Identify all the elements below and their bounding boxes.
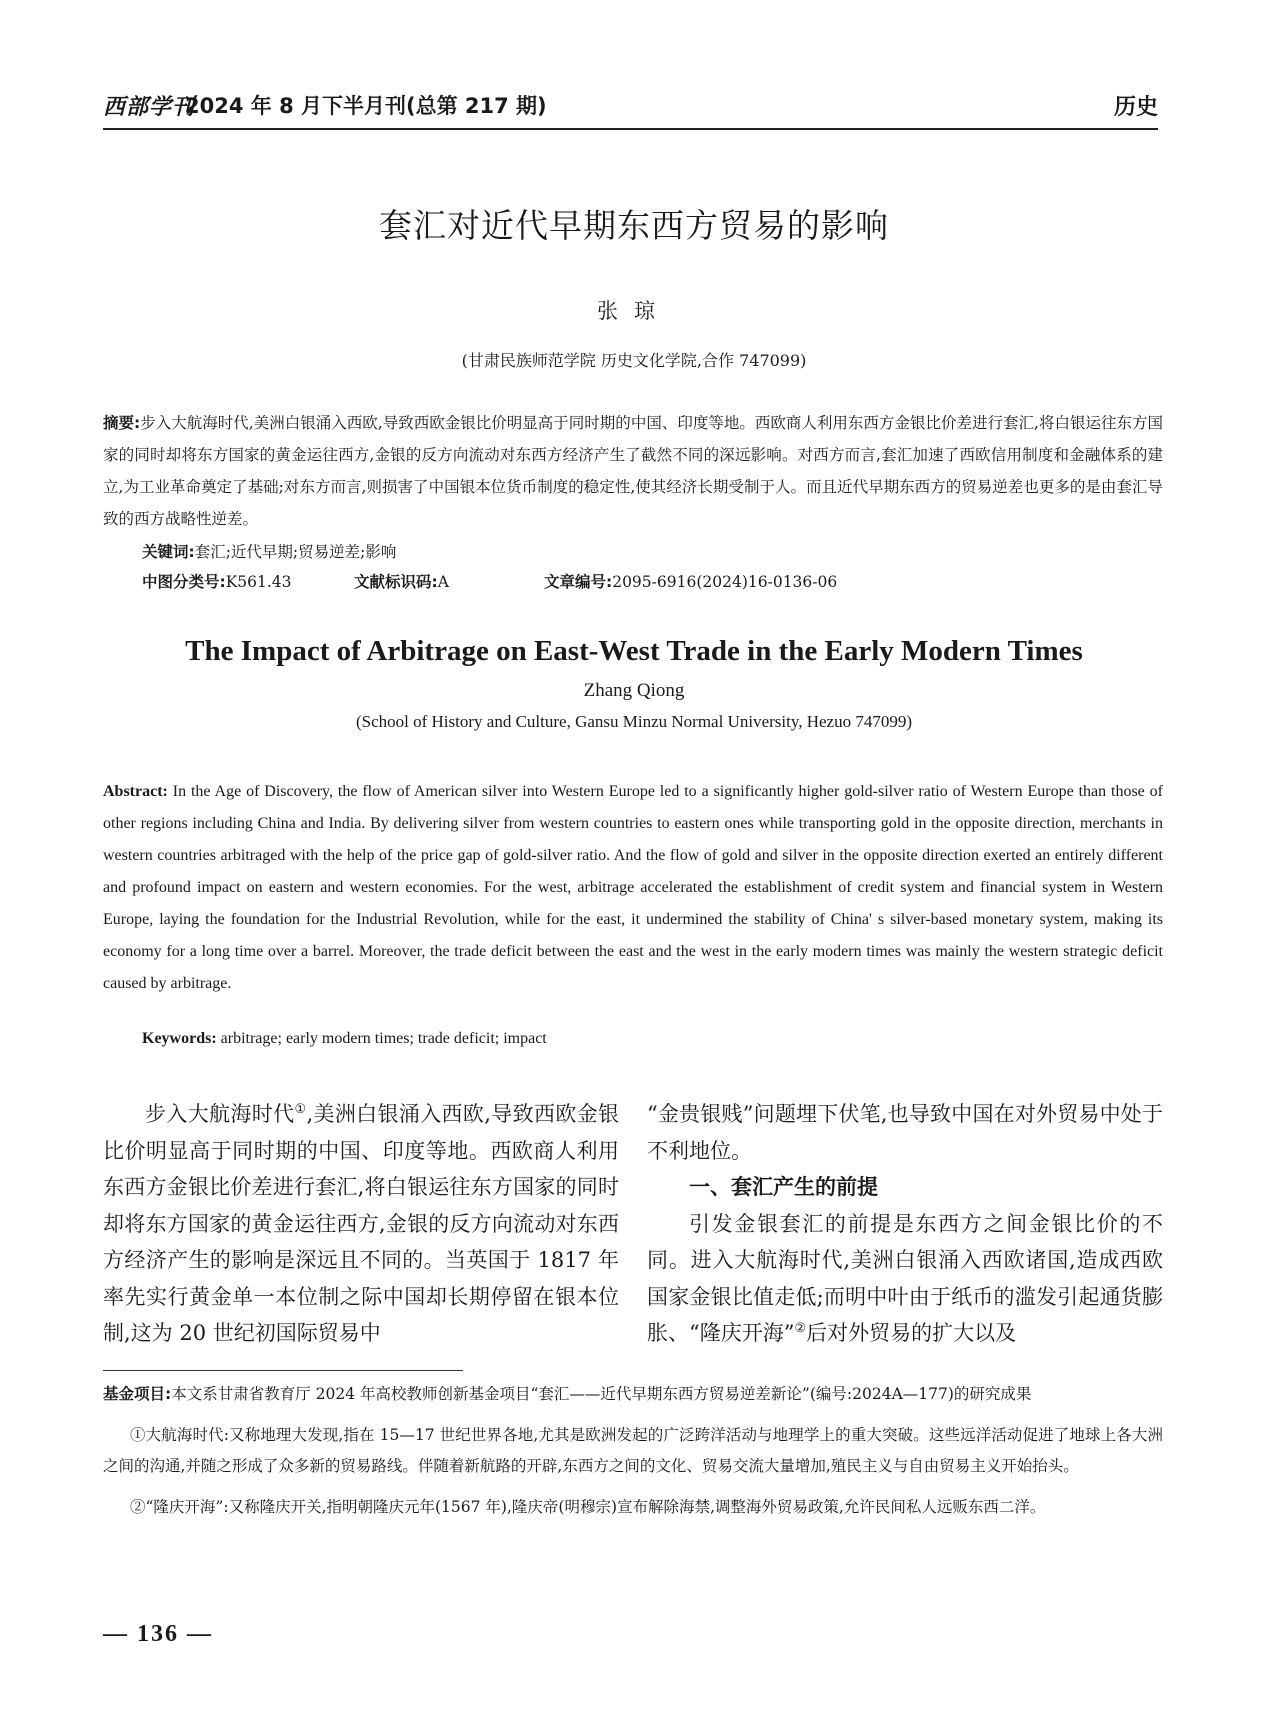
article-value: 2095-6916(2024)16-0136-06 bbox=[612, 573, 838, 591]
footnote-rule bbox=[103, 1370, 463, 1371]
keywords-cn bbox=[142, 540, 396, 562]
author-name-en: Zhang Qiong bbox=[583, 680, 685, 701]
fund-text: 本文系甘肃省教育厅 2024 年高校教师创新基金项目“套汇——近代早期东西方贸易逆差新论”(编号:2024A—177)的研究成果 bbox=[171, 1385, 1032, 1403]
abstract-cn-text: 步入大航海时代,美洲白银涌入西欧,导致西欧金银比价明显高于同时期的中国、印度等地。西欧商人利用东西方金银比价差进行套汇,将白银运往东方国家的同时却将东方国家的黄金运往西方,金银的反方向流动对东西方经济产生了截然不同的深远影响。对西方而言,套汇加速了西欧信用制度和金融体系的建立,为工业革命奠定了基础;对东方而言,则损害了中国银本位货币制度的稳定性,使其经济长期受制于人。而且近代早期东西方的贸易逆差也更多的是由套汇导致的西方战略性逆差。 bbox=[103, 414, 1163, 528]
page-number: — 136 — bbox=[103, 1621, 213, 1647]
abstract-en-label: Abstract: bbox=[103, 783, 168, 800]
abstract-cn-label: 摘要: bbox=[103, 414, 141, 432]
keywords-en-text: arbitrage; early modern times; trade deficit; impact bbox=[220, 1030, 547, 1047]
doc-label: 文献标识码: bbox=[354, 573, 438, 591]
body-text: 步入大航海时代 bbox=[145, 1102, 295, 1126]
footnote-marker: ② bbox=[794, 1321, 807, 1336]
abstract-cn bbox=[103, 407, 1163, 535]
abstract-en-text: In the Age of Discovery, the flow of American silver into Western Europe led to a significantly higher gold-silver ratio of Western Europe than those of other regions including China and India. By delivering silver from western countries to eastern ones while transporting gold in the opposite direction, merchants in western countries arbitraged with the help of the price gap of gold-silver ratio. And the flow of gold and silver in the opposite direction exerted an entirely different and profound impact on eastern and western economies. For the west, arbitrage accelerated the establishment of credit system and financial system in Western Europe, laying the foundation for the Industrial Revolution, while for the east, it undermined the stability of China' s silver-based monetary system, making its economy for a long time over a barrel. Moreover, the trade deficit between the east and the west in the early modern times was mainly the western strategic deficit caused by arbitrage. bbox=[103, 783, 1163, 992]
body-text: 引发金银套汇的前提是东西方之间金银比价的不同。进入大航海时代,美洲白银涌入西欧诸国,造成西欧国家金银比值走低;而明中叶由于纸币的滥发引起通货膨胀、“隆庆开海” bbox=[647, 1211, 1163, 1345]
running-header bbox=[103, 88, 1158, 130]
keywords-en bbox=[142, 1030, 547, 1048]
footnote-1: ①大航海时代:又称地理大发现,指在 15—17 世纪世界各地,尤其是欧洲发起的广泛跨洋活动与地理学上的重大突破。这些远洋活动促进了地球上各大洲之间的沟通,并随之形成了众多新的贸易路线。伴随着新航路的开辟,东西方之间的文化、贸易交流大量增加,殖民主义与自由贸易主义开始抬头。 bbox=[103, 1426, 1163, 1475]
classification-row bbox=[142, 570, 1042, 594]
doc-value: A bbox=[437, 573, 449, 591]
body-column-left bbox=[103, 1096, 619, 1352]
section-label: 历史 bbox=[1113, 95, 1158, 120]
footnotes bbox=[103, 1379, 1163, 1533]
article-label: 文章编号: bbox=[544, 573, 613, 591]
article-title-cn: 套汇对近代早期东西方贸易的影响 bbox=[379, 206, 889, 245]
body-column-right bbox=[647, 1096, 1163, 1352]
article-title-en: The Impact of Arbitrage on East-West Trade in the Early Modern Times bbox=[185, 635, 1083, 667]
fund-label: 基金项目: bbox=[103, 1385, 172, 1403]
body-paragraph bbox=[647, 1206, 1163, 1352]
fund-note bbox=[103, 1379, 1163, 1410]
section-heading: 一、套汇产生的前提 bbox=[689, 1175, 878, 1199]
affiliation-cn: (甘肃民族师范学院 历史文化学院,合作 747099) bbox=[461, 351, 807, 370]
body-paragraph bbox=[103, 1096, 619, 1352]
article-number bbox=[544, 570, 837, 592]
clc-label: 中图分类号: bbox=[142, 573, 226, 591]
clc-value: K561.43 bbox=[225, 573, 292, 591]
affiliation-en: (School of History and Culture, Gansu Minzu Normal University, Hezuo 747099) bbox=[355, 712, 913, 731]
footnote-marker: ① bbox=[294, 1102, 307, 1117]
keywords-en-label: Keywords: bbox=[142, 1030, 217, 1047]
body-text: ,美洲白银涌入西欧,导致西欧金银比价明显高于同时期的中国、印度等地。西欧商人利用东西方金银比价差进行套汇,将白银运往东方国家的同时却将东方国家的黄金运往西方,金银的反方向流动对东西方经济产生的影响是深远且不同的。当英国于 1817 年率先实行黄金单一本位制之际中国却长期停留在银本位制,这为 20 世纪初国际贸易中 bbox=[103, 1102, 620, 1345]
body-text: 后对外贸易的扩大以及 bbox=[806, 1321, 1017, 1345]
document-code bbox=[354, 570, 449, 592]
footnote-2: ②“隆庆开海”:又称隆庆开关,指明朝隆庆元年(1567 年),隆庆帝(明穆宗)宣布解除海禁,调整海外贸易政策,允许民间私人远贩东西二洋。 bbox=[130, 1498, 1046, 1516]
keywords-cn-text: 套汇;近代早期;贸易逆差;影响 bbox=[194, 543, 397, 561]
body-paragraph: “金贵银贱”问题埋下伏笔,也导致中国在对外贸易中处于不利地位。 bbox=[647, 1102, 1163, 1163]
clc-code bbox=[142, 570, 292, 592]
journal-issue: 2024 年 8 月下半月刊(总第 217 期) bbox=[185, 94, 547, 118]
author-name-cn: 张琼 bbox=[597, 299, 671, 323]
abstract-en bbox=[103, 776, 1163, 1000]
keywords-cn-label: 关键词: bbox=[142, 543, 195, 561]
journal-logo: 西部学刊 bbox=[103, 94, 196, 120]
